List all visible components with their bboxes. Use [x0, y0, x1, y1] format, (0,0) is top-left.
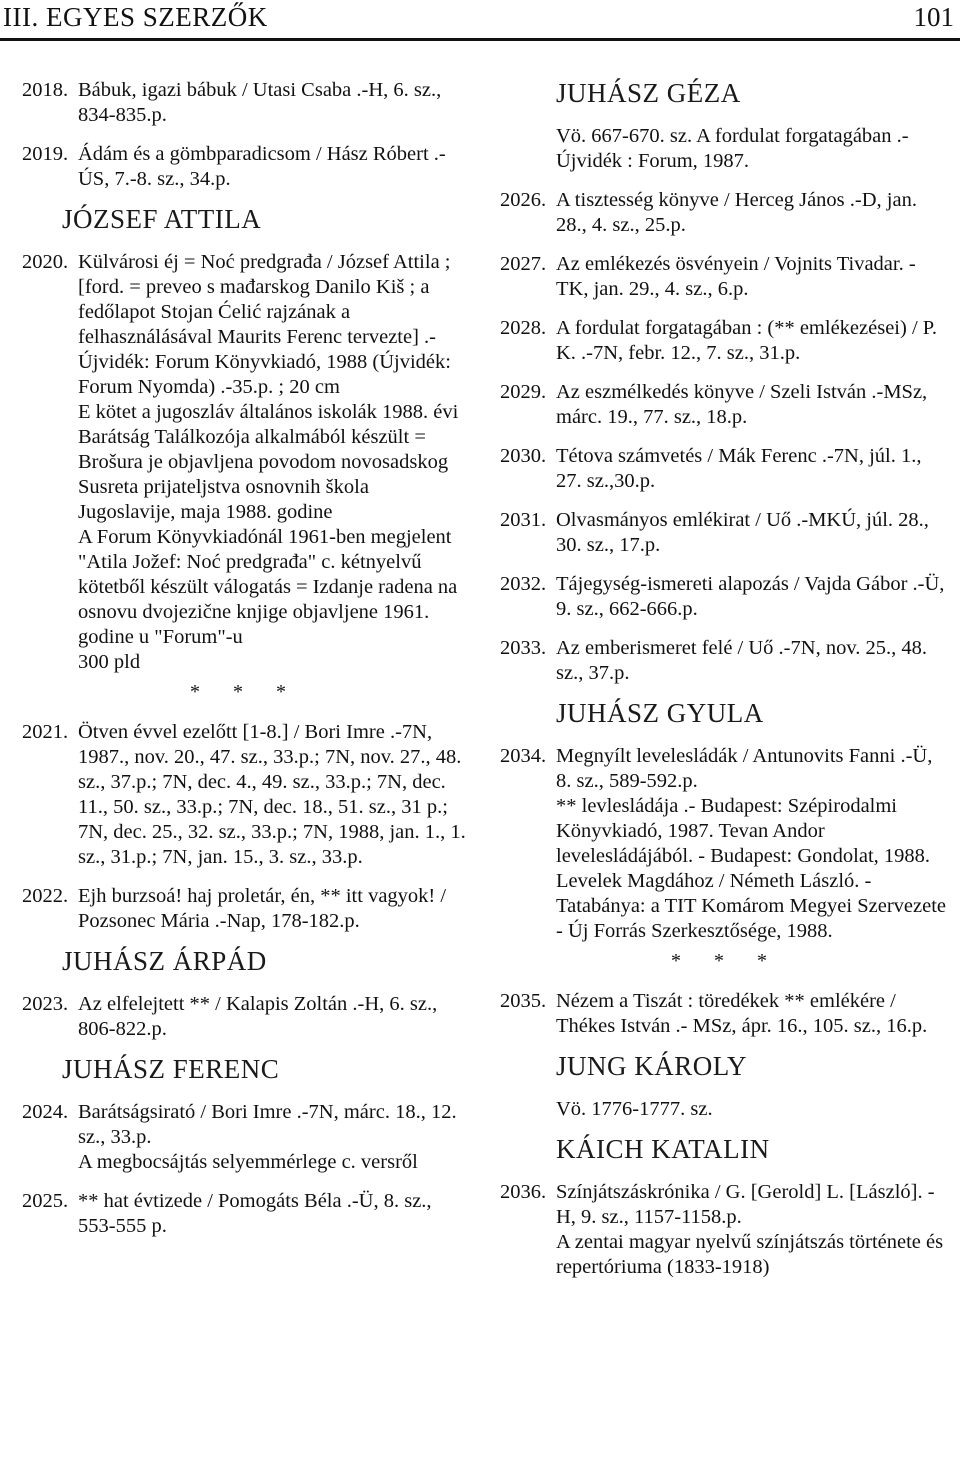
entry-2035	[500, 989, 952, 1039]
entry-2021	[22, 720, 468, 870]
entry-text: Ádám és a gömbparadicsom / Hász Róbert .- ÚS, 7.-8. sz., 34.p.	[78, 143, 446, 190]
entry-text: Ejh burzsoá! haj proletár, én, ** itt vagyok! / Pozsonec Mária .-Nap, 178-182.p.	[78, 885, 447, 932]
section-separator: * * *	[190, 681, 300, 703]
entry-2025	[22, 1189, 468, 1239]
entry-text: Külvárosi éj = Noć predgrađa / József Attila ; [ford. = preveo s mađarskog Danilo Kiš ; a fedőlapot Stojan Ćelić rajzának a felhasználásával Maurits Ferenc tervezte] .-Újvidék: Forum Könyvkiadó, 1988 (Újvidék: Forum Nyomda) .-35.p. ; 20 cm	[78, 251, 451, 398]
entry-2022	[22, 884, 468, 934]
entry-2032	[500, 572, 952, 622]
entry-2024	[22, 1100, 468, 1175]
entry-2028	[500, 316, 952, 366]
entry-text: A tisztesség könyve / Herceg János .-D, jan. 28., 4. sz., 25.p.	[556, 189, 917, 236]
entry-note: E kötet a jugoszláv általános iskolák 1988. évi Barátság Találkozója alkalmából készült = Brošura je objavljena povodom novosadskog Susreta prijateljstva osnovnih škola Jugoslavije, maja 1988. godine	[78, 401, 459, 523]
entry-number: 2032.	[500, 573, 547, 595]
entry-2026	[500, 188, 952, 238]
entry-note: ** levlesládája .- Budapest: Szépirodalmi Könyvkiadó, 1987. Tevan Andor levelesládájából. - Budapest: Gondolat, 1988. Levelek Magdához / Németh László. - Tatabánya: a TIT Komárom Megyei Szervezete - Új Forrás Szerkesztősége, 1988.	[556, 795, 946, 942]
entry-2023	[22, 992, 468, 1042]
entry-number: 2025.	[22, 1190, 69, 1212]
entry-number: 2030.	[500, 445, 547, 467]
entry-text: Az emlékezés ösvényein / Vojnits Tivadar. - TK, jan. 29., 4. sz., 6.p.	[556, 253, 916, 300]
section-separator: * * *	[671, 950, 781, 972]
entry-note: A zentai magyar nyelvű színjátszás története és repertóriuma (1833-1918)	[556, 1231, 944, 1278]
author-heading: JUHÁSZ GYULA	[556, 698, 764, 728]
entry-number: 2022.	[22, 885, 69, 907]
entry-note: A megbocsájtás selyemmérlege c. versről	[78, 1151, 418, 1173]
entry-text: A fordulat forgatagában : (** emlékezései) / P. K. .-7N, febr. 12., 7. sz., 31.p.	[556, 317, 938, 364]
entry-number: 2019.	[22, 143, 69, 165]
page-number: 101	[913, 2, 954, 32]
entry-text: Bábuk, igazi bábuk / Utasi Csaba .-H, 6. sz., 834-835.p.	[78, 79, 442, 126]
entry-note: 300 pld	[78, 651, 141, 673]
right-column	[500, 78, 952, 1280]
entry-2036	[500, 1180, 952, 1280]
see-also-note: Vö. 1776-1777. sz.	[556, 1098, 713, 1120]
entry-number: 2027.	[500, 253, 547, 275]
author-heading: KÁICH KATALIN	[556, 1134, 770, 1164]
see-also-note: Vö. 667-670. sz. A fordulat forgatagában .-Újvidék : Forum, 1987.	[556, 125, 909, 172]
author-heading: JÓZSEF ATTILA	[62, 204, 262, 234]
author-heading: JUNG KÁROLY	[556, 1051, 748, 1081]
entry-number: 2024.	[22, 1101, 69, 1123]
entry-text: Az eszmélkedés könyve / Szeli István .-MSz, márc. 19., 77. sz., 18.p.	[556, 381, 928, 428]
section-title: III. EGYES SZERZŐK	[3, 2, 268, 32]
entry-2034	[500, 744, 952, 944]
page-header	[0, 0, 960, 41]
entry-number: 2028.	[500, 317, 547, 339]
entry-note: A Forum Könyvkiadónál 1961-ben megjelent "Atila Jožef: Noć predgrađa" c. kétnyelvű kötetből készült válogatás = Izdanje radena na osnovu dvojezične knjige objavljene 1961. godine u "Forum"-u	[78, 526, 458, 648]
entry-2029	[500, 380, 952, 430]
entry-2030	[500, 444, 952, 494]
entry-2020	[22, 250, 468, 675]
entry-number: 2035.	[500, 990, 547, 1012]
entry-number: 2020.	[22, 251, 69, 273]
entry-number: 2033.	[500, 637, 547, 659]
entry-number: 2018.	[22, 79, 69, 101]
left-column	[22, 78, 468, 1239]
entry-number: 2026.	[500, 189, 547, 211]
entry-text: Megnyílt levelesládák / Antunovits Fanni .-Ü, 8. sz., 589-592.p.	[556, 745, 933, 792]
entry-text: Olvasmányos emlékirat / Uő .-MKÚ, júl. 28., 30. sz., 17.p.	[556, 509, 929, 556]
author-heading: JUHÁSZ ÁRPÁD	[62, 946, 267, 976]
entry-2018	[22, 78, 468, 128]
entry-number: 2023.	[22, 993, 69, 1015]
entry-text: Tájegység-ismereti alapozás / Vajda Gábor .-Ü, 9. sz., 662-666.p.	[556, 573, 945, 620]
author-heading: JUHÁSZ FERENC	[62, 1054, 280, 1084]
entry-number: 2029.	[500, 381, 547, 403]
entry-text: ** hat évtizede / Pomogáts Béla .-Ü, 8. sz., 553-555 p.	[78, 1190, 432, 1237]
entry-number: 2021.	[22, 721, 69, 743]
entry-2027	[500, 252, 952, 302]
author-heading: JUHÁSZ GÉZA	[556, 78, 741, 108]
entry-text: Nézem a Tiszát : töredékek ** emlékére / Thékes István .- MSz, ápr. 16., 105. sz., 16.p.	[556, 990, 928, 1037]
entry-text: Színjátszáskrónika / G. [Gerold] L. [László]. - H, 9. sz., 1157-1158.p.	[556, 1181, 935, 1228]
entry-text: Az elfelejtett ** / Kalapis Zoltán .-H, 6. sz., 806-822.p.	[78, 993, 438, 1040]
entry-number: 2031.	[500, 509, 547, 531]
entry-text: Ötven évvel ezelőtt [1-8.] / Bori Imre .-7N, 1987., nov. 20., 47. sz., 33.p.; 7N, nov. 27., 48. sz., 37.p.; 7N, dec. 4., 49. sz., 33.p.; 7N, dec. 11., 50. sz., 33.p.; 7N, dec. 18., 51. sz., 31 p.; 7N, dec. 25., 32. sz., 33.p.; 7N, 1988, jan. 1., 1. sz., 31.p.; 7N, jan. 15., 3. sz., 33.p.	[78, 721, 466, 868]
entry-text: Az emberismeret felé / Uő .-7N, nov. 25., 48. sz., 37.p.	[556, 637, 927, 684]
entry-text: Tétova számvetés / Mák Ferenc .-7N, júl. 1., 27. sz.,30.p.	[556, 445, 922, 492]
entry-2033	[500, 636, 952, 686]
entry-text: Barátságsirató / Bori Imre .-7N, márc. 18., 12. sz., 33.p.	[78, 1101, 457, 1148]
entry-number: 2036.	[500, 1181, 547, 1203]
entry-2031	[500, 508, 952, 558]
entry-number: 2034.	[500, 745, 547, 767]
entry-2019	[22, 142, 468, 192]
